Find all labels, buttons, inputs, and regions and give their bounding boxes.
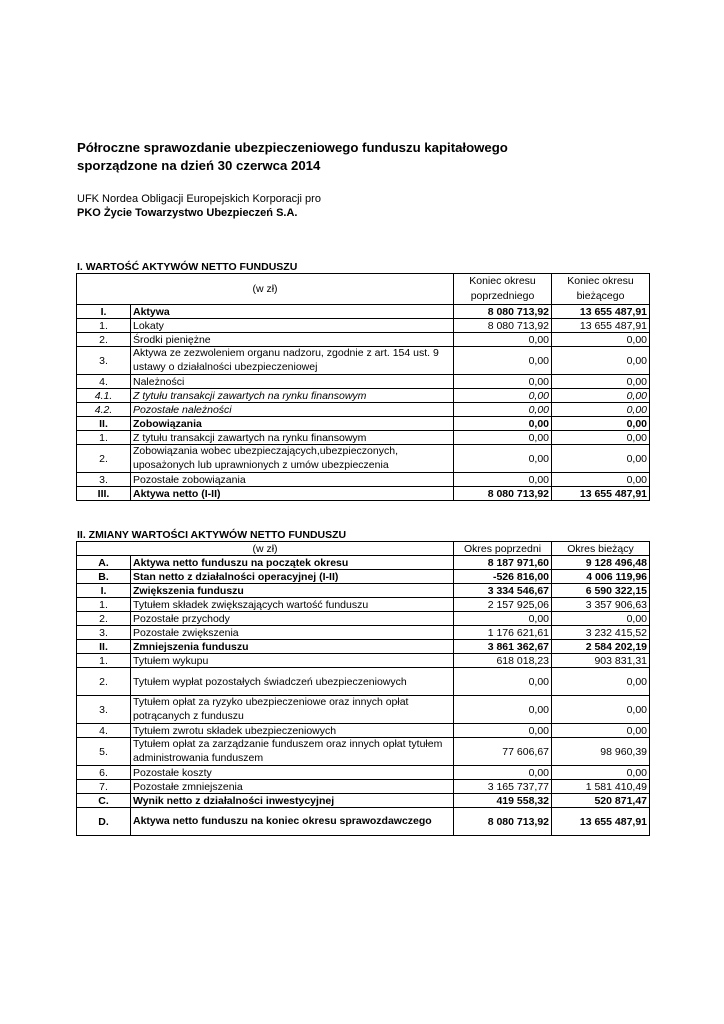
value-curr: 0,00 [552, 724, 650, 738]
value-curr: 520 871,47 [552, 794, 650, 808]
row-label: Stan netto z działalności operacyjnej (I-II) [131, 570, 454, 584]
table-row [77, 794, 650, 808]
row-label: Pozostałe przychody [131, 612, 454, 626]
row-number: 6. [77, 766, 131, 780]
table-header-row [77, 542, 650, 556]
row-number: 5. [77, 738, 131, 766]
col-header-prev: Okres poprzedni [454, 542, 552, 556]
row-label: Z tytułu transakcji zawartych na rynku finansowym [131, 431, 454, 445]
table-row [77, 780, 650, 794]
table-row [77, 375, 650, 389]
section1-title: I. WARTOŚĆ AKTYWÓW NETTO FUNDUSZU [77, 261, 298, 273]
value-curr: 0,00 [552, 403, 650, 417]
row-number: A. [77, 556, 131, 570]
row-label: Z tytułu transakcji zawartych na rynku finansowym [131, 389, 454, 403]
table-row [77, 347, 650, 375]
row-number: 3. [77, 473, 131, 487]
table-row [77, 640, 650, 654]
value-prev: 0,00 [454, 445, 552, 473]
value-curr: 903 831,31 [552, 654, 650, 668]
row-label: Zobowiązania wobec ubezpieczających,ubezpieczonych, uposażonych lub uprawnionych z umów ubezpieczenia [131, 445, 454, 473]
value-prev: 0,00 [454, 333, 552, 347]
value-curr: 0,00 [552, 417, 650, 431]
row-label: Środki pieniężne [131, 333, 454, 347]
row-number: 1. [77, 319, 131, 333]
row-number: 2. [77, 668, 131, 696]
section2-title: II. ZMIANY WARTOŚCI AKTYWÓW NETTO FUNDUSZU [77, 529, 347, 541]
row-number: II. [77, 640, 131, 654]
row-number: 1. [77, 654, 131, 668]
value-prev: 8 080 713,92 [454, 487, 552, 501]
value-prev: 618 018,23 [454, 654, 552, 668]
title-line-1: Półroczne sprawozdanie ubezpieczeniowego funduszu kapitałowego [77, 140, 508, 155]
row-number: 7. [77, 780, 131, 794]
value-curr: 3 232 415,52 [552, 626, 650, 640]
value-curr: 13 655 487,91 [552, 487, 650, 501]
row-label: Aktywa netto funduszu na początek okresu [131, 556, 454, 570]
row-label: Pozostałe koszty [131, 766, 454, 780]
table-row [77, 598, 650, 612]
row-number: II. [77, 417, 131, 431]
row-label: Tytułem opłat za zarządzanie funduszem oraz innych opłat tytułem administrowania funduszem [131, 738, 454, 766]
col-header-prev: Koniec okresu poprzedniego [454, 274, 552, 305]
row-label: Tytułem wypłat pozostałych świadczeń ubezpieczeniowych [131, 668, 454, 696]
row-number: 4. [77, 375, 131, 389]
value-curr: 3 357 906,63 [552, 598, 650, 612]
value-curr: 2 584 202,19 [552, 640, 650, 654]
value-prev: 0,00 [454, 696, 552, 724]
value-curr: 0,00 [552, 473, 650, 487]
col-header-curr: Okres bieżący [552, 542, 650, 556]
value-prev: 8 080 713,92 [454, 808, 552, 836]
value-curr: 0,00 [552, 375, 650, 389]
value-curr: 1 581 410,49 [552, 780, 650, 794]
value-curr: 9 128 496,48 [552, 556, 650, 570]
value-prev: 0,00 [454, 431, 552, 445]
value-prev: 0,00 [454, 347, 552, 375]
table-row [77, 612, 650, 626]
value-prev: 1 176 621,61 [454, 626, 552, 640]
row-label: Pozostałe należności [131, 403, 454, 417]
value-curr: 0,00 [552, 766, 650, 780]
row-number: 3. [77, 347, 131, 375]
value-curr: 13 655 487,91 [552, 808, 650, 836]
unit-header: (w zł) [77, 542, 454, 556]
insurer-name: PKO Życie Towarzystwo Ubezpieczeń S.A. [77, 207, 298, 219]
value-prev: 0,00 [454, 403, 552, 417]
row-label: Aktywa ze zezwoleniem organu nadzoru, zgodnie z art. 154 ust. 9 ustawy o działalności ubezpieczeniowej [131, 347, 454, 375]
row-label: Pozostałe zwiększenia [131, 626, 454, 640]
value-curr: 6 590 322,15 [552, 584, 650, 598]
value-curr: 0,00 [552, 668, 650, 696]
row-number: 1. [77, 431, 131, 445]
table-row [77, 738, 650, 766]
row-number: D. [77, 808, 131, 836]
table-row [77, 417, 650, 431]
table-header-row [77, 274, 650, 305]
row-number: I. [77, 584, 131, 598]
value-prev: 0,00 [454, 389, 552, 403]
value-prev: 8 080 713,92 [454, 305, 552, 319]
table-row [77, 584, 650, 598]
value-prev: 0,00 [454, 612, 552, 626]
net-assets-table [76, 273, 650, 501]
value-curr: 98 960,39 [552, 738, 650, 766]
row-label: Tytułem wykupu [131, 654, 454, 668]
value-prev: 3 165 737,77 [454, 780, 552, 794]
row-label: Należności [131, 375, 454, 389]
row-number: C. [77, 794, 131, 808]
row-number: I. [77, 305, 131, 319]
value-prev: 3 334 546,67 [454, 584, 552, 598]
row-label: Zwiększenia funduszu [131, 584, 454, 598]
row-label: Wynik netto z działalności inwestycyjnej [131, 794, 454, 808]
row-number: 3. [77, 696, 131, 724]
net-assets-changes-table [76, 541, 650, 836]
value-prev: 8 080 713,92 [454, 319, 552, 333]
row-number: B. [77, 570, 131, 584]
row-label: Zobowiązania [131, 417, 454, 431]
row-number: 4. [77, 724, 131, 738]
unit-header: (w zł) [77, 274, 454, 305]
row-label: Zmniejszenia funduszu [131, 640, 454, 654]
fund-name: UFK Nordea Obligacji Europejskich Korporacji pro [77, 193, 321, 205]
row-label: Tytułem składek zwiększających wartość funduszu [131, 598, 454, 612]
row-label: Aktywa netto funduszu na koniec okresu sprawozdawczego [131, 808, 454, 836]
table-row [77, 626, 650, 640]
value-curr: 0,00 [552, 696, 650, 724]
table-row [77, 668, 650, 696]
value-curr: 13 655 487,91 [552, 319, 650, 333]
row-label: Lokaty [131, 319, 454, 333]
row-number: 4.2. [77, 403, 131, 417]
table-row [77, 333, 650, 347]
row-number: 1. [77, 598, 131, 612]
row-number: III. [77, 487, 131, 501]
table-row [77, 808, 650, 836]
table-row [77, 556, 650, 570]
table-row [77, 389, 650, 403]
col-header-curr: Koniec okresu bieżącego [552, 274, 650, 305]
table-row [77, 403, 650, 417]
value-curr: 0,00 [552, 389, 650, 403]
row-number: 4.1. [77, 389, 131, 403]
table-row [77, 724, 650, 738]
value-prev: 419 558,32 [454, 794, 552, 808]
table-row [77, 473, 650, 487]
table-row [77, 487, 650, 501]
value-prev: -526 816,00 [454, 570, 552, 584]
value-prev: 0,00 [454, 668, 552, 696]
row-label: Tytułem opłat za ryzyko ubezpieczeniowe oraz innych opłat potrącanych z funduszu [131, 696, 454, 724]
value-prev: 0,00 [454, 473, 552, 487]
table-row [77, 305, 650, 319]
value-curr: 0,00 [552, 431, 650, 445]
value-curr: 0,00 [552, 445, 650, 473]
row-label: Aktywa netto (I-II) [131, 487, 454, 501]
value-prev: 0,00 [454, 724, 552, 738]
table-row [77, 319, 650, 333]
value-prev: 0,00 [454, 417, 552, 431]
report-title [77, 139, 508, 175]
row-number: 3. [77, 626, 131, 640]
table-row [77, 431, 650, 445]
row-label: Aktywa [131, 305, 454, 319]
table-row [77, 570, 650, 584]
table-row [77, 766, 650, 780]
value-curr: 13 655 487,91 [552, 305, 650, 319]
row-label: Tytułem zwrotu składek ubezpieczeniowych [131, 724, 454, 738]
value-prev: 3 861 362,67 [454, 640, 552, 654]
row-label: Pozostałe zmniejszenia [131, 780, 454, 794]
row-label: Pozostałe zobowiązania [131, 473, 454, 487]
value-prev: 0,00 [454, 766, 552, 780]
value-prev: 2 157 925,06 [454, 598, 552, 612]
row-number: 2. [77, 445, 131, 473]
table-row [77, 445, 650, 473]
value-prev: 77 606,67 [454, 738, 552, 766]
value-prev: 8 187 971,60 [454, 556, 552, 570]
value-curr: 0,00 [552, 347, 650, 375]
row-number: 2. [77, 612, 131, 626]
value-curr: 0,00 [552, 333, 650, 347]
row-number: 2. [77, 333, 131, 347]
value-curr: 0,00 [552, 612, 650, 626]
table-row [77, 654, 650, 668]
title-line-2: sporządzone na dzień 30 czerwca 2014 [77, 158, 321, 173]
value-prev: 0,00 [454, 375, 552, 389]
table-row [77, 696, 650, 724]
value-curr: 4 006 119,96 [552, 570, 650, 584]
